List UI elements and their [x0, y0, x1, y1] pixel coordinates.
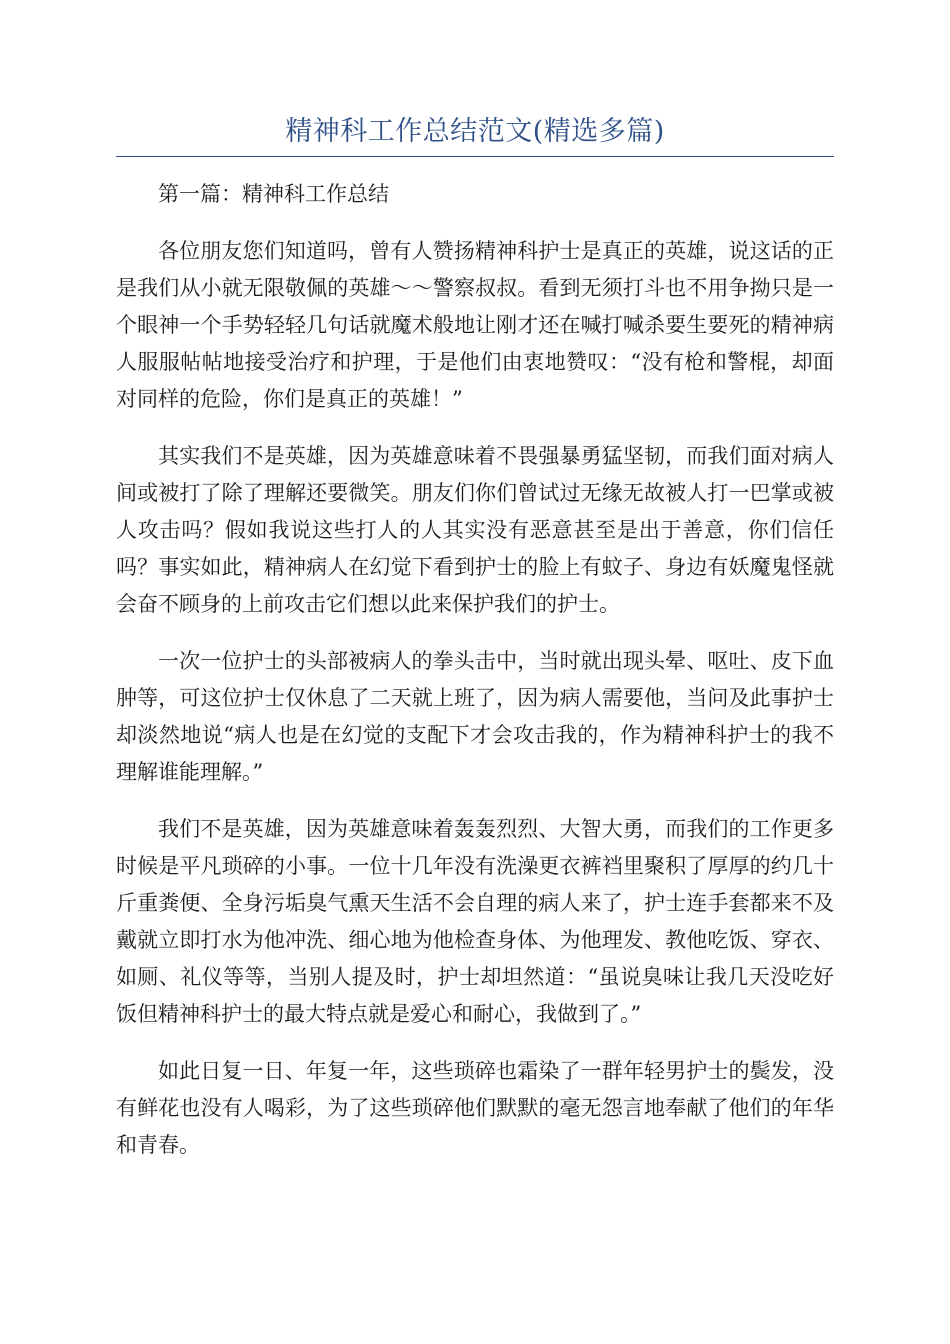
document-body: [116, 176, 834, 1184]
section-heading: 第一篇：精神科工作总结: [158, 182, 389, 206]
paragraph: 如此日复一日、年复一年，这些琐碎也霜染了一群年轻男护士的鬓发，没有鲜花也没有人喝彩，为了这些琐碎他们默默的毫无怨言地奉献了他们的年华和青春。: [116, 1059, 834, 1157]
paragraph: 一次一位护士的头部被病人的拳头击中，当时就出现头晕、呕吐、皮下血肿等，可这位护士仅休息了二天就上班了，因为病人需要他，当问及此事护士却淡然地说“病人也是在幻觉的支配下才会攻击我的，作为精神科护士的我不理解谁能理解。”: [116, 649, 834, 784]
paragraph: 各位朋友您们知道吗，曾有人赞扬精神科护士是真正的英雄，说这话的正是我们从小就无限敬佩的英雄～～警察叔叔。看到无须打斗也不用争拗只是一个眼神一个手势轻轻几句话就魔术般地让刚才还在喊打喊杀要生要死的精神病人服服帖帖地接受治疗和护理，于是他们由衷地赞叹：“没有枪和警棍，却面对同样的危险，你们是真正的英雄！”: [116, 239, 834, 411]
paragraph: 其实我们不是英雄，因为英雄意味着不畏强暴勇猛坚韧，而我们面对病人间或被打了除了理解还要微笑。朋友们你们曾试过无缘无故被人打一巴掌或被人攻击吗？假如我说这些打人的人其实没有恶意甚至是出于善意，你们信任吗？事实如此，精神病人在幻觉下看到护士的脸上有蚊子、身边有妖魔鬼怪就会奋不顾身的上前攻击它们想以此来保护我们的护士。: [116, 444, 834, 616]
document-title: 精神科工作总结范文(精选多篇): [285, 116, 665, 147]
title-block: [116, 112, 834, 157]
paragraph: 我们不是英雄，因为英雄意味着轰轰烈烈、大智大勇，而我们的工作更多时候是平凡琐碎的小事。一位十几年没有洗澡更衣裤裆里聚积了厚厚的约几十斤重粪便、全身污垢臭气熏天生活不会自理的病人来了，护士连手套都来不及戴就立即打水为他冲洗、细心地为他检查身体、为他理发、教他吃饭、穿衣、如厕、礼仪等等，当别人提及时，护士却坦然道：“虽说臭味让我几天没吃好饭但精神科护士的最大特点就是爱心和耐心，我做到了。”: [116, 817, 834, 1026]
